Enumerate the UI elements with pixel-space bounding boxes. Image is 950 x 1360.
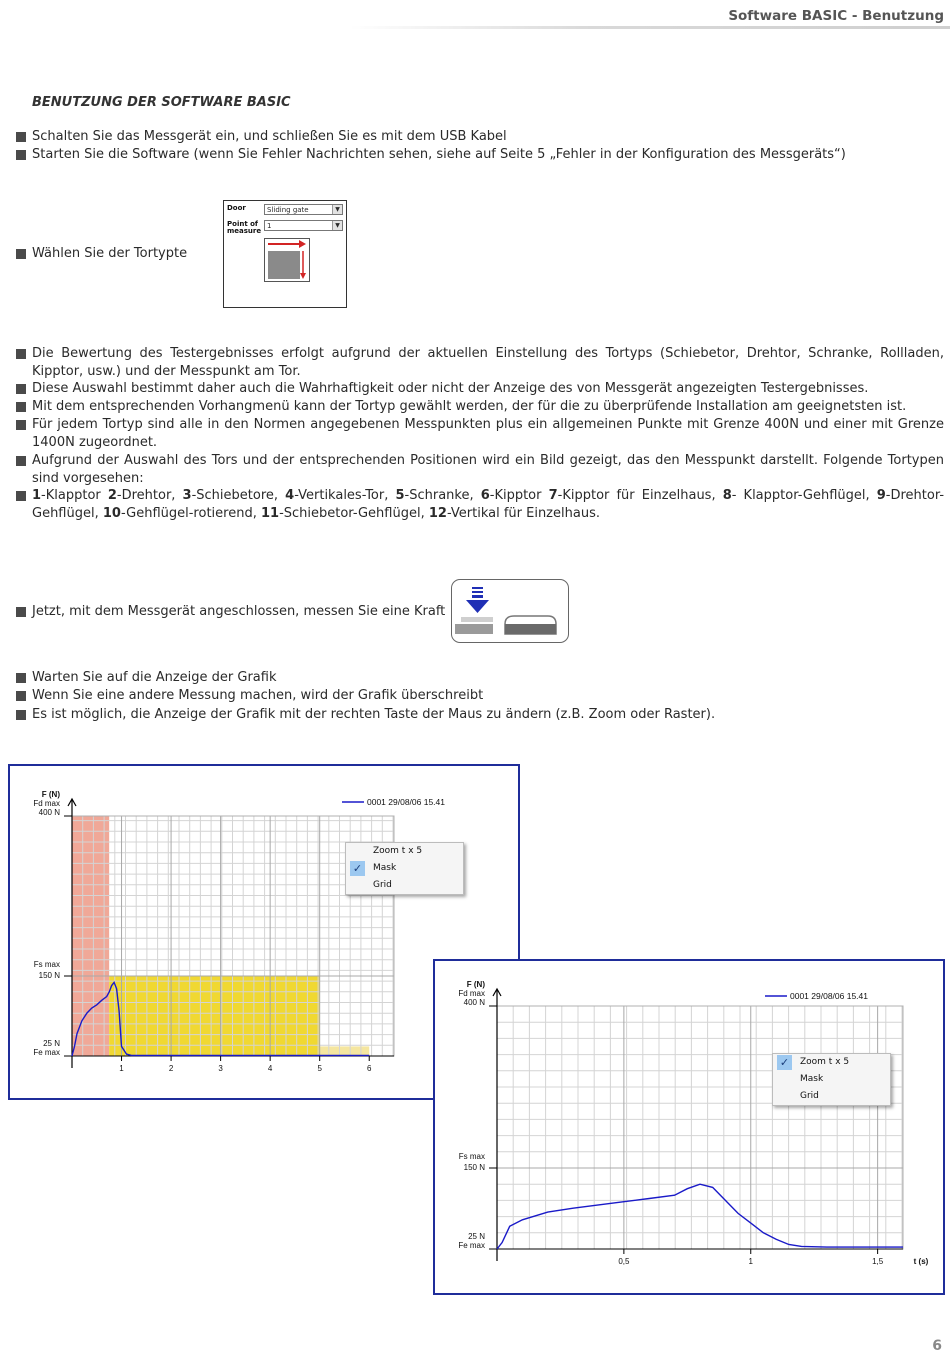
x-tick-label: 6 xyxy=(367,1064,372,1073)
bullet-text: Wählen Sie der Tortypte xyxy=(32,246,188,261)
bullet-item xyxy=(16,128,944,146)
fe-value-label: 25 N xyxy=(43,1039,60,1048)
fs-value-label: 150 N xyxy=(463,1163,485,1172)
door-type-number: 5 xyxy=(395,488,405,503)
page-number: 6 xyxy=(932,1338,942,1354)
door-select[interactable] xyxy=(264,204,343,215)
bullet-square-icon xyxy=(16,249,26,259)
door-select-value: Sliding gate xyxy=(267,206,309,214)
menu-item-label: Mask xyxy=(373,863,397,873)
bullet-item xyxy=(16,452,944,487)
legend-label: 0001 29/08/06 15.41 xyxy=(790,991,868,1001)
door-type-number: 1 xyxy=(32,488,42,503)
dynamic-zone xyxy=(72,816,109,1056)
force-chart-svg xyxy=(435,961,943,1293)
x-tick-label: 1 xyxy=(119,1064,124,1073)
dropdown-arrow-icon: ▼ xyxy=(332,221,342,230)
x-tick-label: 1,5 xyxy=(872,1257,884,1266)
door-label: Door xyxy=(227,204,246,212)
bullet-square-icon xyxy=(16,456,26,466)
bullet-text: Für jedem Tortyp sind alle in den Normen angegebenen Messpunkten plus ein allgemeinen Punkte mit Grenze 400N und einer mit Grenze 1400N zugeordnet. xyxy=(32,417,944,450)
end-zone xyxy=(320,1046,370,1056)
bullet-square-icon xyxy=(16,132,26,142)
bullet-text: Mit dem entsprechenden Vorhangmenü kann der Tortyp gewählt werden, der für die zu überprüfende Installation am geeignetsten ist. xyxy=(32,399,907,414)
fd-value-label: 400 N xyxy=(38,808,60,817)
menu-item[interactable] xyxy=(773,1054,890,1071)
fe-max-label: Fe max xyxy=(33,1048,60,1057)
door-type-label: -Kipptor für Einzelhaus, xyxy=(557,488,723,503)
door-type-number: 10 xyxy=(102,505,121,521)
sliding-gate-picture xyxy=(264,238,310,282)
y-axis-title: F (N) xyxy=(466,980,485,989)
fe-max-label: Fe max xyxy=(458,1241,485,1250)
door-type-label: -Schiebetore, xyxy=(191,488,286,503)
sliding-gate-icon xyxy=(265,239,309,281)
door-type-selector xyxy=(223,200,347,308)
door-type-number: 9 xyxy=(876,488,886,503)
x-tick-label: 1 xyxy=(748,1257,753,1266)
bullet-square-icon xyxy=(16,491,26,501)
door-type-label: -Klapptor xyxy=(41,488,108,503)
bullet-item xyxy=(16,687,944,705)
y-axis-title: F (N) xyxy=(41,790,60,799)
bullet-item xyxy=(16,146,944,164)
point-select-value: 1 xyxy=(267,222,272,230)
menu-item[interactable] xyxy=(346,843,463,860)
section-title: BENUTZUNG DER SOFTWARE BASIC xyxy=(32,95,291,110)
point-of-measure-label: Point of xyxy=(227,220,258,228)
plot-area xyxy=(497,1006,903,1249)
door-type-label: -Drehtor, xyxy=(116,488,183,503)
fs-value-label: 150 N xyxy=(38,971,60,980)
door-type-number: 7 xyxy=(548,488,558,503)
x-tick-label: 4 xyxy=(267,1064,273,1073)
door-type-number: 12 xyxy=(428,505,447,521)
fs-max-label: Fs max xyxy=(33,960,60,969)
header-title: Software BASIC - Benutzung xyxy=(728,8,944,24)
point-select[interactable] xyxy=(264,220,343,231)
door-type-number: 11 xyxy=(260,505,280,521)
door-type-label: -Gehflügel-rotierend, xyxy=(120,505,261,521)
bullet-item xyxy=(16,380,944,398)
bullet-text: Wenn Sie eine andere Messung machen, wird der Grafik überschreibt xyxy=(32,688,484,703)
x-tick-label: 3 xyxy=(218,1064,223,1073)
bullet-square-icon xyxy=(16,691,26,701)
bullet-text: Aufgrund der Auswahl des Tors und der entsprechenden Positionen wird ein Bild gezeigt, das den Messpunkt darstellt. Folgende Tortypen sind vorgesehen: xyxy=(32,453,944,486)
fd-max-label: Fd max xyxy=(33,799,60,808)
door-type-label: -Kipptor xyxy=(489,488,549,503)
force-press-icon xyxy=(452,580,568,642)
bullet-square-icon xyxy=(16,710,26,720)
menu-item-label: Zoom t x 5 xyxy=(373,846,423,856)
bullet-item xyxy=(16,398,944,416)
bullet-square-icon xyxy=(16,673,26,683)
door-type-label: -Drehtor-Gehflügel, xyxy=(32,488,945,521)
checkmark-icon: ✓ xyxy=(777,1055,792,1070)
bullet-square-icon xyxy=(16,420,26,430)
door-type-label: -Vertikal für Einzelhaus. xyxy=(446,505,600,521)
context-menu xyxy=(345,842,464,895)
legend-label: 0001 29/08/06 15.41 xyxy=(367,797,445,807)
bullet-text: Starten Sie die Software (wenn Sie Fehler Nachrichten sehen, siehe auf Seite 5 „Fehler in der Konfiguration des Messgeräts“) xyxy=(32,147,846,162)
x-tick-label: 0,5 xyxy=(618,1257,630,1266)
bullet-square-icon xyxy=(16,150,26,160)
door-type-number: 2 xyxy=(107,488,117,503)
point-of-measure-label: measure xyxy=(227,227,262,235)
dropdown-arrow-icon: ▼ xyxy=(332,205,342,214)
door-type-label: -Schranke, xyxy=(404,488,481,503)
bullet-item xyxy=(16,345,944,380)
bullet-text: Es ist möglich, die Anzeige der Grafik mit der rechten Taste der Maus zu ändern (z.B. Zoom oder Raster). xyxy=(32,707,716,722)
bullet-item xyxy=(16,245,216,263)
bullet-text: Schalten Sie das Messgerät ein, und schließen Sie es mit dem USB Kabel xyxy=(32,129,507,144)
door-type-number: 4 xyxy=(285,488,295,503)
bullet-text: Jetzt, mit dem Messgerät angeschlossen, messen Sie eine Kraft xyxy=(32,604,446,619)
door-type-label: - Klapptor-Gehflügel, xyxy=(731,488,877,503)
bullet-item xyxy=(16,416,944,451)
context-menu xyxy=(772,1053,891,1106)
bullet-item xyxy=(16,669,944,687)
fd-value-label: 400 N xyxy=(463,998,485,1007)
bullet-square-icon xyxy=(16,384,26,394)
door-type-number: 6 xyxy=(480,488,490,503)
menu-item-label: Mask xyxy=(800,1074,824,1084)
bullet-square-icon xyxy=(16,402,26,412)
menu-item[interactable] xyxy=(773,1071,890,1088)
fs-max-label: Fs max xyxy=(458,1152,485,1161)
fd-max-label: Fd max xyxy=(458,989,485,998)
bullet-item xyxy=(16,603,456,621)
menu-item-label: Grid xyxy=(373,880,392,890)
bullet-text: Diese Auswahl bestimmt daher auch die Wahrhaftigkeit oder nicht der Anzeige des von Messgerät angezeigten Testergebnisses. xyxy=(32,381,869,396)
door-type-label: -Schiebetor-Gehflügel, xyxy=(279,505,429,521)
door-type-list xyxy=(32,487,944,522)
bullet-square-icon xyxy=(16,607,26,617)
checkmark-icon: ✓ xyxy=(350,861,365,876)
force-chart-zoomed[interactable] xyxy=(433,959,945,1295)
x-tick-label: 5 xyxy=(317,1064,322,1073)
door-type-label: -Vertikales-Tor, xyxy=(294,488,396,503)
menu-item[interactable] xyxy=(346,877,463,894)
bullet-text: Die Bewertung des Testergebnisses erfolgt aufgrund der aktuellen Einstellung des Tortyps (Schiebetor, Drehtor, Schranke, Rollladen, Kipptor, usw.) und der Messpunkt am Tor. xyxy=(32,346,944,379)
bullet-item xyxy=(16,487,944,522)
menu-item-label: Zoom t x 5 xyxy=(800,1057,850,1067)
bullet-text: Warten Sie auf die Anzeige der Grafik xyxy=(32,670,277,685)
menu-item[interactable] xyxy=(346,860,463,877)
x-axis-label: t (s) xyxy=(913,1257,929,1266)
menu-item[interactable] xyxy=(773,1088,890,1105)
door-type-number: 8 xyxy=(722,488,732,503)
menu-item-label: Grid xyxy=(800,1091,819,1101)
bullet-item xyxy=(16,706,944,724)
header-rule xyxy=(350,26,950,29)
fe-value-label: 25 N xyxy=(468,1232,485,1241)
x-tick-label: 2 xyxy=(168,1064,174,1073)
force-measure-widget xyxy=(451,579,569,643)
static-zone xyxy=(109,976,320,1056)
bullet-square-icon xyxy=(16,349,26,359)
door-type-number: 3 xyxy=(182,488,192,503)
